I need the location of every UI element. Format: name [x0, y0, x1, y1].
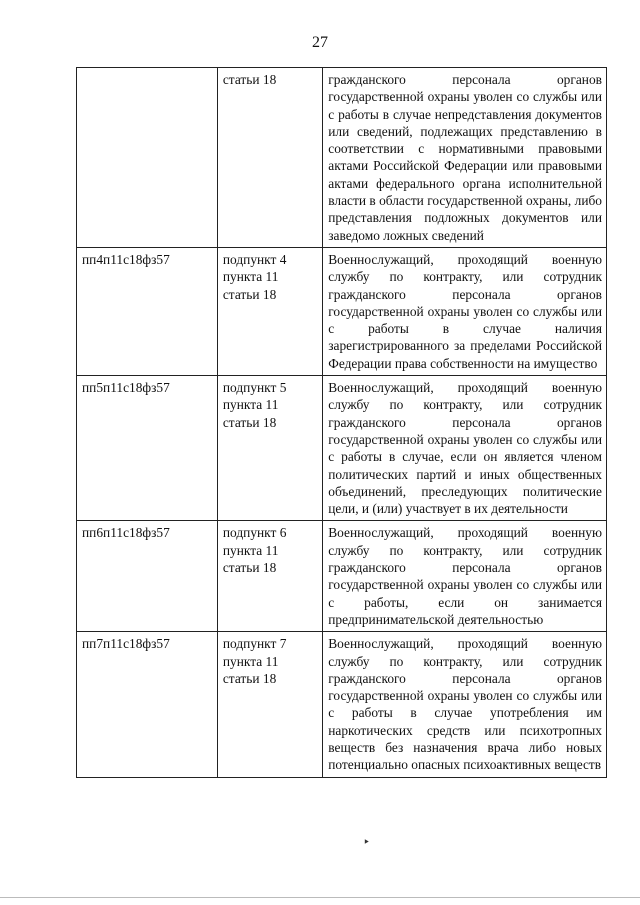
- table-row: [77, 632, 607, 777]
- page-number: 27: [312, 34, 328, 51]
- row-code: пп6п11с18фз57: [77, 521, 218, 632]
- row-code: пп7п11с18фз57: [77, 632, 218, 777]
- row-description: Военнослужащий, проходящий военную службу по контракту, или сотрудник гражданского персонала органов государственной охраны уволен со службы или с работы в случае употребления им наркотических средств или психотропных веществ без назначения врача либо новых потенциально опасных психоактивных веществ: [323, 632, 607, 777]
- scan-mark: ‣: [363, 835, 371, 849]
- table-row: [77, 68, 607, 248]
- page-bottom-edge: [0, 897, 640, 898]
- row-reference: подпункт 4 пункта 11 статьи 18: [217, 247, 322, 375]
- row-code: пп4п11с18фз57: [77, 247, 218, 375]
- row-code: [77, 68, 218, 248]
- row-reference: подпункт 7 пункта 11 статьи 18: [217, 632, 322, 777]
- legal-table: [76, 67, 607, 778]
- row-reference: подпункт 6 пункта 11 статьи 18: [217, 521, 322, 632]
- table-row: [77, 247, 607, 375]
- row-description: гражданского персонала органов государственной охраны уволен со службы или с работы в случае непредставления документов или сведений, подлежащих представлению в соответствии с нормативными правовыми актами Российской Федерации или правовыми актами федерального органа исполнительной власти в области государственной охраны, либо представления подложных документов или заведомо ложных сведений: [323, 68, 607, 248]
- row-reference: подпункт 5 пункта 11 статьи 18: [217, 376, 322, 521]
- row-reference: статьи 18: [217, 68, 322, 248]
- table-row: [77, 521, 607, 632]
- row-code: пп5п11с18фз57: [77, 376, 218, 521]
- row-description: Военнослужащий, проходящий военную службу по контракту, или сотрудник гражданского персонала органов государственной охраны уволен со службы или с работы в случае, если он является членом политических партий и иных общественных объединений, преследующих политические цели, и (или) участвует в их деятельности: [323, 376, 607, 521]
- table-row: [77, 376, 607, 521]
- row-description: Военнослужащий, проходящий военную службу по контракту, или сотрудник гражданского персонала органов государственной охраны уволен со службы или с работы в случае наличия зарегистрированного за пределами Российской Федерации права собственности на имущество: [323, 247, 607, 375]
- row-description: Военнослужащий, проходящий военную службу по контракту, или сотрудник гражданского персонала органов государственной охраны уволен со службы или с работы, если он занимается предпринимательской деятельностью: [323, 521, 607, 632]
